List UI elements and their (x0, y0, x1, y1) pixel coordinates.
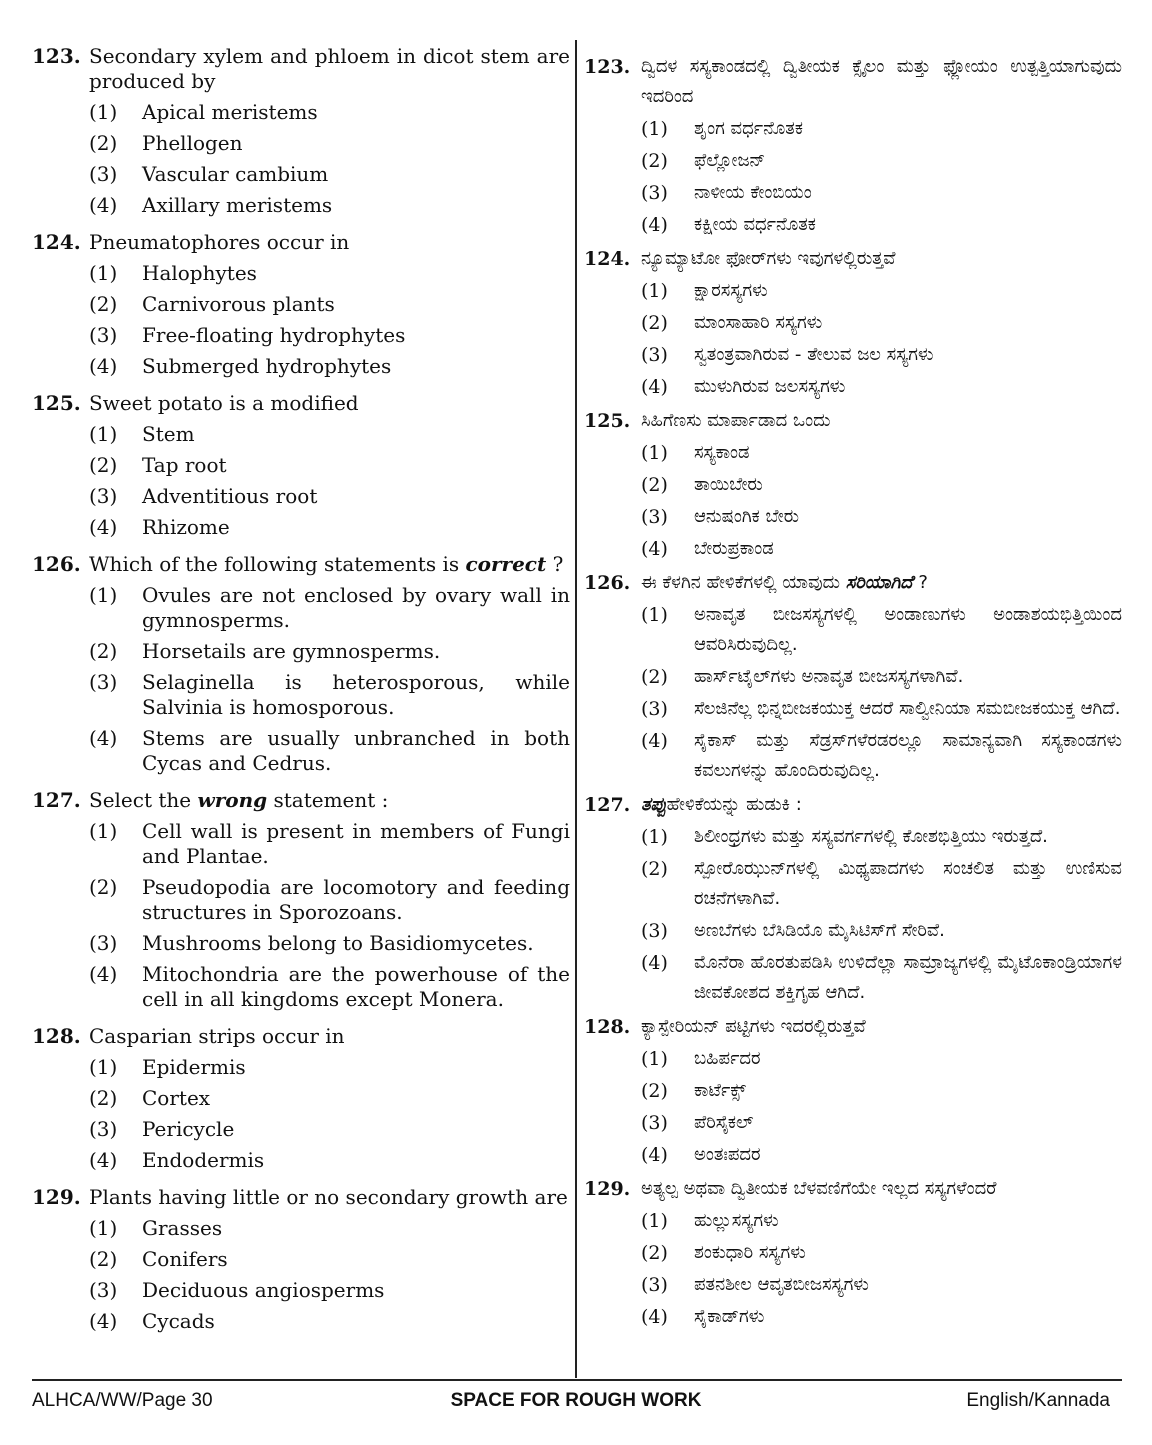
question-number: 129. (584, 1178, 631, 1200)
answer-option (641, 1108, 1122, 1138)
question-number: 127. (32, 788, 81, 812)
language-label: English/Kannada (966, 1390, 1110, 1411)
option-number: (1) (641, 826, 668, 848)
answer-option (641, 854, 1122, 914)
option-text: Stems are usually unbranched in both Cycas and Cedrus. (142, 726, 570, 775)
question-text: Sweet potato is a modified (89, 391, 359, 415)
option-text: Cycads (142, 1309, 215, 1333)
answer-option (89, 1086, 570, 1111)
answer-option (641, 210, 1122, 240)
rough-work-label: SPACE FOR ROUGH WORK (450, 1390, 702, 1411)
option-number: (1) (89, 1216, 118, 1240)
option-number: (3) (641, 182, 668, 204)
answer-option (641, 372, 1122, 402)
option-text: Pericycle (142, 1117, 235, 1141)
option-number: (4) (89, 1309, 118, 1333)
option-text: ಮಾಂಸಾಹಾರಿ ಸಸ್ಯಗಳು (694, 312, 823, 333)
question-text: ಅತ್ಯಲ್ಪ ಅಥವಾ ದ್ವಿತೀಯಕ ಬೆಳವಣಿಗೆಯೇ ಇಲ್ಲದ ಸಸ್ಯಗಳೆಂದರೆ (641, 1178, 997, 1199)
option-text: ಫೆಲ್ಲೋಜನ್ (694, 150, 766, 171)
option-text: Ovules are not enclosed by ovary wall in gymnosperms. (142, 583, 570, 632)
answer-option (641, 146, 1122, 176)
option-number: (1) (641, 1048, 668, 1070)
answer-option (89, 962, 570, 1012)
option-text: Mitochondria are the powerhouse of the cell in all kingdoms except Monera. (142, 962, 570, 1011)
answer-option (641, 1140, 1122, 1170)
option-number: (2) (89, 875, 118, 899)
answer-option (641, 1302, 1122, 1332)
answer-option (641, 1206, 1122, 1236)
question (32, 1024, 570, 1173)
option-text: Cell wall is present in members of Fungi and Plantae. (142, 819, 570, 868)
answer-option (89, 583, 570, 633)
option-number: (1) (89, 261, 118, 285)
question-number: 123. (32, 44, 81, 68)
option-text: Submerged hydrophytes (142, 354, 392, 378)
question-emphasis: ಸರಿಯಾಗಿದೆ (845, 572, 913, 593)
answer-option (641, 694, 1122, 724)
column-divider (575, 40, 577, 1378)
question (32, 391, 570, 540)
answer-option (89, 131, 570, 156)
footer-rule (32, 1379, 1122, 1381)
question (584, 244, 1122, 402)
option-number: (4) (641, 730, 668, 752)
question-number: 128. (584, 1016, 631, 1038)
answer-option (641, 662, 1122, 692)
option-number: (3) (89, 1278, 118, 1302)
option-text: Halophytes (142, 261, 257, 285)
option-number: (2) (89, 292, 118, 316)
option-text: ಅಂತಃಪದರ (694, 1144, 761, 1165)
question-emphasis: correct (465, 552, 547, 576)
option-text: Epidermis (142, 1055, 246, 1079)
option-number: (1) (89, 100, 118, 124)
question (584, 1174, 1122, 1332)
question-text: Casparian strips occur in (89, 1024, 345, 1048)
question-text-pre: Which of the following statements is (89, 552, 466, 576)
question-text-post: ಹೇಳಿಕೆಯನ್ನು ಹುಡುಕಿ : (666, 794, 802, 815)
question-text (641, 790, 1122, 820)
answer-option (89, 484, 570, 509)
answer-option (641, 726, 1122, 786)
option-text: ಬಹಿರ್ಪದರ (694, 1048, 761, 1069)
option-number: (1) (641, 1210, 668, 1232)
option-text: Carnivorous plants (142, 292, 335, 316)
question (32, 230, 570, 379)
answer-option (641, 600, 1122, 660)
option-number: (4) (641, 376, 668, 398)
answer-option (89, 931, 570, 956)
option-number: (2) (641, 1242, 668, 1264)
english-column (32, 44, 570, 1346)
option-text: Tap root (142, 453, 227, 477)
option-number: (4) (641, 1306, 668, 1328)
question (32, 788, 570, 1012)
kannada-column (584, 52, 1122, 1336)
question-text: ಸಿಹಿಗೆಣಸು ಮಾರ್ಪಾಡಾದ ಒಂದು (641, 410, 831, 431)
answer-option (89, 1055, 570, 1080)
option-number: (2) (89, 1247, 118, 1271)
answer-option (641, 822, 1122, 852)
option-number: (3) (89, 484, 118, 508)
option-text: Grasses (142, 1216, 223, 1240)
option-text: Mushrooms belong to Basidiomycetes. (142, 931, 534, 955)
question (584, 1012, 1122, 1170)
option-number: (2) (641, 666, 668, 688)
option-text: ಅನಾವೃತ ಬೀಜಸಸ್ಯಗಳಲ್ಲಿ ಅಂಡಾಣುಗಳು ಅಂಡಾಶಯಭಿತ್ತಿಯಿಂದ ಆವರಿಸಿರುವುದಿಲ್ಲ. (694, 604, 1122, 655)
question-number: 128. (32, 1024, 81, 1048)
answer-option (89, 1247, 570, 1272)
answer-option (641, 114, 1122, 144)
question (32, 44, 570, 218)
question-number: 129. (32, 1185, 81, 1209)
option-text: ಶಿಲೀಂಧ್ರಗಳು ಮತ್ತು ಸಸ್ಯವರ್ಗಗಳಲ್ಲಿ ಕೋಶಭಿತ್ತಿಯು ಇರುತ್ತದೆ. (694, 826, 1048, 847)
option-text: ಪೆರಿಸೈಕಲ್ (694, 1112, 754, 1133)
answer-option (89, 261, 570, 286)
option-number: (2) (89, 453, 118, 477)
answer-option (641, 948, 1122, 1008)
question-text-pre: Select the (89, 788, 198, 812)
question-number: 127. (584, 794, 631, 816)
answer-option (641, 1076, 1122, 1106)
option-text: Endodermis (142, 1148, 265, 1172)
answer-option (89, 292, 570, 317)
question-number: 123. (584, 56, 631, 78)
option-text: ತಾಯಿಬೇರು (694, 474, 763, 495)
option-number: (1) (89, 1055, 118, 1079)
option-text: ಸಸ್ಯಕಾಂಡ (694, 442, 750, 463)
question-text: Plants having little or no secondary growth are (89, 1185, 568, 1209)
answer-option (89, 670, 570, 720)
answer-option (641, 178, 1122, 208)
question-emphasis: ತಪ್ಪು (641, 794, 667, 815)
question-text-pre: ಈ ಕೆಳಗಿನ ಹೇಳಿಕೆಗಳಲ್ಲಿ ಯಾವುದು (641, 572, 846, 593)
option-number: (3) (89, 162, 118, 186)
option-text: Phellogen (142, 131, 243, 155)
option-text: Deciduous angiosperms (142, 1278, 385, 1302)
option-text: ಪತನಶೀಲ ಆವೃತಬೀಜಸಸ್ಯಗಳು (694, 1274, 869, 1295)
option-number: (4) (89, 726, 118, 750)
question-text-post: ? (912, 572, 928, 593)
option-text: ಮೊನೆರಾ ಹೊರತುಪಡಿಸಿ ಉಳಿದೆಲ್ಲಾ ಸಾಮ್ರಾಜ್ಯಗಳಲ್ಲಿ ಮೈಟೊಕಾಂಡ್ರಿಯಾಗಳ ಜೀವಕೋಶದ ಶಕ್ತಿಗೃಹ ಆಗಿದೆ. (694, 952, 1122, 1003)
answer-option (89, 1148, 570, 1173)
option-text: Free-floating hydrophytes (142, 323, 406, 347)
answer-option (641, 470, 1122, 500)
option-text: ಕ್ಷಾರಸಸ್ಯಗಳು (694, 280, 768, 301)
option-text: ಸ್ವತಂತ್ರವಾಗಿರುವ - ತೇಲುವ ಜಲ ಸಸ್ಯಗಳು (694, 344, 934, 365)
option-number: (1) (641, 604, 668, 626)
option-number: (2) (641, 312, 668, 334)
answer-option (641, 1044, 1122, 1074)
option-text: Horsetails are gymnosperms. (142, 639, 441, 663)
question-text-post: ? (546, 552, 564, 576)
answer-option (89, 453, 570, 478)
question-text: ಕ್ಯಾಸ್ಪೇರಿಯನ್ ಪಟ್ಟಿಗಳು ಇದರಲ್ಲಿರುತ್ತವೆ (641, 1016, 866, 1037)
answer-option (89, 354, 570, 379)
answer-option (89, 726, 570, 776)
question-text (89, 788, 570, 813)
answer-option (641, 340, 1122, 370)
option-number: (1) (89, 422, 118, 446)
option-number: (1) (641, 442, 668, 464)
option-text: ಕಾರ್ಟೆಕ್ಸ್ (694, 1080, 746, 1101)
option-number: (2) (641, 474, 668, 496)
answer-option (89, 875, 570, 925)
option-number: (3) (641, 920, 668, 942)
question-number: 125. (32, 391, 81, 415)
option-number: (2) (641, 1080, 668, 1102)
answer-option (89, 1117, 570, 1142)
option-text: ಅಣಬೆಗಳು ಬೆಸಿಡಿಯೊ ಮೈಸಿಟಿಸ್‌ಗೆ ಸೇರಿವೆ. (694, 920, 945, 941)
option-text: Rhizome (142, 515, 230, 539)
option-number: (4) (89, 1148, 118, 1172)
question-text-post: statement : (267, 788, 389, 812)
option-number: (1) (641, 118, 668, 140)
option-text: ಆನುಷಂಗಿಕ ಬೇರು (694, 506, 799, 527)
option-text: Adventitious root (142, 484, 318, 508)
question-text: Pneumatophores occur in (89, 230, 350, 254)
question-number: 126. (584, 572, 631, 594)
option-number: (4) (641, 214, 668, 236)
answer-option (89, 1309, 570, 1334)
option-text: Cortex (142, 1086, 211, 1110)
answer-option (89, 639, 570, 664)
option-text: ಸೈಕಾಡ್‌ಗಳು (694, 1306, 765, 1327)
option-number: (2) (641, 150, 668, 172)
option-number: (3) (641, 506, 668, 528)
option-number: (3) (641, 1274, 668, 1296)
question-number: 126. (32, 552, 81, 576)
option-number: (4) (641, 538, 668, 560)
option-number: (2) (641, 858, 668, 880)
option-number: (3) (641, 344, 668, 366)
option-number: (3) (641, 698, 668, 720)
option-text: Axillary meristems (142, 193, 333, 217)
question (584, 568, 1122, 786)
option-number: (4) (89, 962, 118, 986)
answer-option (641, 916, 1122, 946)
question (584, 790, 1122, 1008)
answer-option (89, 193, 570, 218)
question-text: ನ್ಯೂಮ್ಯಾಟೋ ಫೋರ್‌ಗಳು ಇವುಗಳಲ್ಲಿರುತ್ತವೆ (641, 248, 896, 269)
question-text: Secondary xylem and phloem in dicot stem are produced by (89, 44, 570, 93)
answer-option (89, 1278, 570, 1303)
answer-option (89, 1216, 570, 1241)
option-number: (3) (89, 323, 118, 347)
question-text (89, 552, 570, 577)
option-text: Conifers (142, 1247, 228, 1271)
option-text: Vascular cambium (142, 162, 329, 186)
option-text: ನಾಳೀಯ ಕೇಂಬಿಯಂ (694, 182, 812, 203)
page-id: ALHCA/WW/Page 30 (32, 1390, 213, 1411)
option-number: (1) (641, 280, 668, 302)
option-text: ಸ್ಪೋರೊಝುನ್‌ಗಳಲ್ಲಿ ಮಿಥ್ಯಪಾದಗಳು ಸಂಚಲಿತ ಮತ್ತು ಉಣಿಸುವ ರಚನೆಗಳಾಗಿವೆ. (694, 858, 1122, 909)
question-number: 124. (584, 248, 631, 270)
question (32, 552, 570, 776)
question-number: 125. (584, 410, 631, 432)
option-text: Selaginella is heterosporous, while Salvinia is homosporous. (142, 670, 570, 719)
option-number: (4) (89, 515, 118, 539)
question-emphasis: wrong (197, 788, 268, 812)
answer-option (89, 515, 570, 540)
option-text: ಶಂಕುಧಾರಿ ಸಸ್ಯಗಳು (694, 1242, 806, 1263)
answer-option (641, 534, 1122, 564)
answer-option (89, 323, 570, 348)
option-number: (3) (641, 1112, 668, 1134)
option-number: (1) (89, 819, 118, 843)
answer-option (89, 162, 570, 187)
option-number: (4) (89, 354, 118, 378)
option-text: ಶೃಂಗ ವರ್ಧನೊತಕ (694, 118, 803, 139)
question-number: 124. (32, 230, 81, 254)
option-number: (4) (89, 193, 118, 217)
option-number: (3) (89, 670, 118, 694)
answer-option (89, 100, 570, 125)
question (32, 1185, 570, 1334)
option-text: Stem (142, 422, 195, 446)
option-text: ಮುಳುಗಿರುವ ಜಲಸಸ್ಯಗಳು (694, 376, 846, 397)
question (584, 52, 1122, 240)
option-number: (3) (89, 931, 118, 955)
option-text: ಬೇರುಪ್ರಕಾಂಡ (694, 538, 774, 559)
option-text: ಹಾರ್ಸ್‌ಟೈಲ್‌ಗಳು ಅನಾವೃತ ಬೀಜಸಸ್ಯಗಳಾಗಿವೆ. (694, 666, 964, 687)
option-number: (2) (89, 131, 118, 155)
answer-option (641, 438, 1122, 468)
answer-option (641, 276, 1122, 306)
answer-option (641, 1238, 1122, 1268)
option-number: (4) (641, 1144, 668, 1166)
answer-option (641, 502, 1122, 532)
question-text: ದ್ವಿದಳ ಸಸ್ಯಕಾಂಡದಲ್ಲಿ ದ್ವಿತೀಯಕ ಕ್ಸೈಲಂ ಮತ್ತು ಫ್ಲೋಯಂ ಉತ್ಪತ್ತಿಯಾಗುವುದು ಇದರಿಂದ (641, 56, 1122, 107)
option-number: (3) (89, 1117, 118, 1141)
option-text: ಸೆಲಜಿನೆಲ್ಲ ಭಿನ್ನಬೀಜಕಯುಕ್ತ ಆದರೆ ಸಾಲ್ವೀನಿಯಾ ಸಮಬೀಜಕಯುಕ್ತ ಆಗಿದೆ. (694, 698, 1121, 719)
answer-option (89, 819, 570, 869)
answer-option (641, 308, 1122, 338)
option-text: Pseudopodia are locomotory and feeding structures in Sporozoans. (142, 875, 570, 924)
option-number: (2) (89, 639, 118, 663)
option-text: Apical meristems (142, 100, 318, 124)
question (584, 406, 1122, 564)
option-number: (4) (641, 952, 668, 974)
option-text: ಸೈಕಾಸ್ ಮತ್ತು ಸೆಡ್ರಸ್‌ಗಳೆರಡರಲ್ಲೂ ಸಾಮಾನ್ಯವಾಗಿ ಸಸ್ಯಕಾಂಡಗಳು ಕವಲುಗಳನ್ನು ಹೊಂದಿರುವುದಿಲ್ಲ. (694, 730, 1122, 781)
answer-option (641, 1270, 1122, 1300)
option-text: ಹುಲ್ಲುಸಸ್ಯಗಳು (694, 1210, 779, 1231)
option-number: (2) (89, 1086, 118, 1110)
option-number: (1) (89, 583, 118, 607)
question-text (641, 568, 1122, 598)
option-text: ಕಕ್ಷೀಯ ವರ್ಧನೊತಕ (694, 214, 816, 235)
answer-option (89, 422, 570, 447)
